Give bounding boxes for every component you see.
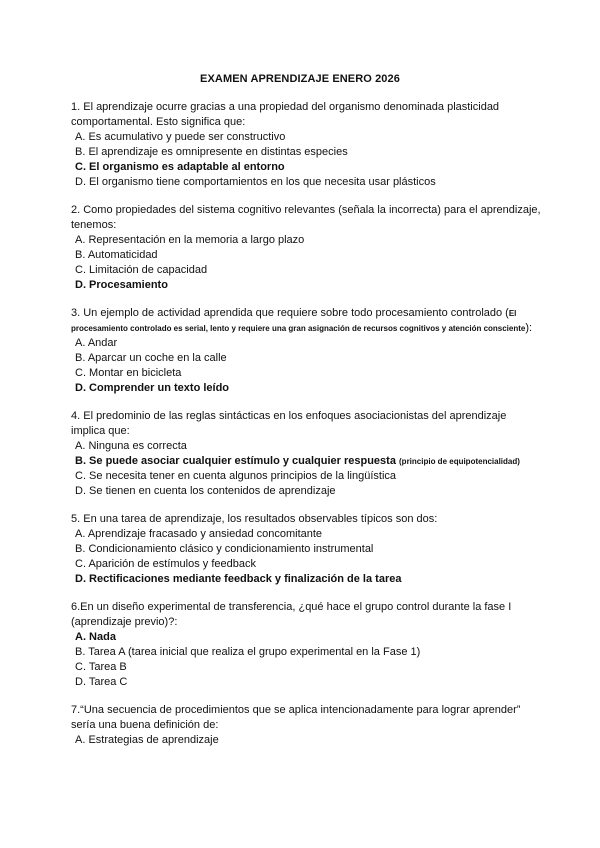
question-text: 7.“Una secuencia de procedimientos que se aplica intencionadamente para lograr aprender” sería una buena definición de:: [71, 704, 521, 731]
question-text: 2. Como propiedades del sistema cognitivo relevantes (señala la incorrecta) para el aprendizaje, tenemos:: [71, 204, 541, 231]
option-c: C. Montar en bicicleta: [75, 367, 182, 379]
question-2: [71, 203, 541, 293]
question-7: [71, 703, 541, 748]
option-c: C. Limitación de capacidad: [75, 264, 208, 276]
option-d: D. Tarea C: [75, 676, 128, 688]
option-a: A. Representación en la memoria a largo plazo: [75, 234, 305, 246]
option-b: B. Tarea A (tarea inicial que realiza el grupo experimental en la Fase 1): [75, 646, 421, 658]
option-b: B. El aprendizaje es omnipresente en distintas especies: [75, 146, 348, 158]
option-a-correct: A. Nada: [75, 631, 116, 643]
option-a: A. Andar: [75, 337, 118, 349]
question-list: [71, 100, 541, 761]
option-a: A. Ninguna es correcta: [75, 440, 187, 452]
option-c-correct: C. El organismo es adaptable al entorno: [75, 161, 285, 173]
question-3: [71, 306, 541, 396]
question-text-end: ):: [525, 322, 533, 334]
question-text: 6.En un diseño experimental de transferencia, ¿qué hace el grupo control durante la fase I (aprendizaje previo)?:: [71, 601, 512, 628]
option-d-correct: D. Rectificaciones mediante feedback y finalización de la tarea: [75, 573, 402, 585]
question-note: El procesamiento controlado es serial, lento y requiere una gran asignación de recursos cognitivos y atención consciente: [71, 309, 526, 333]
question-text: [71, 306, 541, 336]
option-c: C. Aparición de estímulos y feedback: [75, 558, 256, 570]
option-b-correct: [71, 454, 541, 469]
option-b: B. Aparcar un coche en la calle: [75, 352, 227, 364]
option-b: B. Automaticidad: [75, 249, 158, 261]
question-text-start: 3. Un ejemplo de actividad aprendida que requiere sobre todo procesamiento controlado (: [71, 307, 509, 319]
question-text: 5. En una tarea de aprendizaje, los resultados observables típicos son dos:: [71, 513, 438, 525]
option-c: C. Se necesita tener en cuenta algunos principios de la lingüística: [75, 470, 397, 482]
option-d-correct: D. Comprender un texto leído: [75, 382, 230, 394]
question-text: 1. El aprendizaje ocurre gracias a una propiedad del organismo denominada plasticidad comportamental. Esto significa que:: [71, 101, 500, 128]
option-a: A. Es acumulativo y puede ser constructivo: [75, 131, 286, 143]
option-a: A. Aprendizaje fracasado y ansiedad concomitante: [75, 528, 323, 540]
option-c: C. Tarea B: [75, 661, 127, 673]
question-1: [71, 100, 541, 190]
option-b: B. Condicionamiento clásico y condicionamiento instrumental: [75, 543, 374, 555]
question-4: [71, 409, 541, 499]
option-note: (principio de equipotencialidad): [399, 457, 520, 466]
question-5: [71, 512, 541, 587]
option-d: D. Se tienen en cuenta los contenidos de aprendizaje: [75, 485, 336, 497]
option-d: D. El organismo tiene comportamientos en los que necesita usar plásticos: [75, 176, 436, 188]
question-text: 4. El predominio de las reglas sintácticas en los enfoques asociacionistas del aprendizaje implica que:: [71, 410, 507, 437]
option-a: A. Estrategias de aprendizaje: [75, 734, 219, 746]
option-label: B. Se puede asociar cualquier estímulo y cualquier respuesta: [75, 455, 396, 467]
exam-title: EXAMEN APRENDIZAJE ENERO 2026: [200, 73, 400, 85]
question-6: [71, 600, 541, 690]
option-d-correct: D. Procesamiento: [75, 279, 168, 291]
